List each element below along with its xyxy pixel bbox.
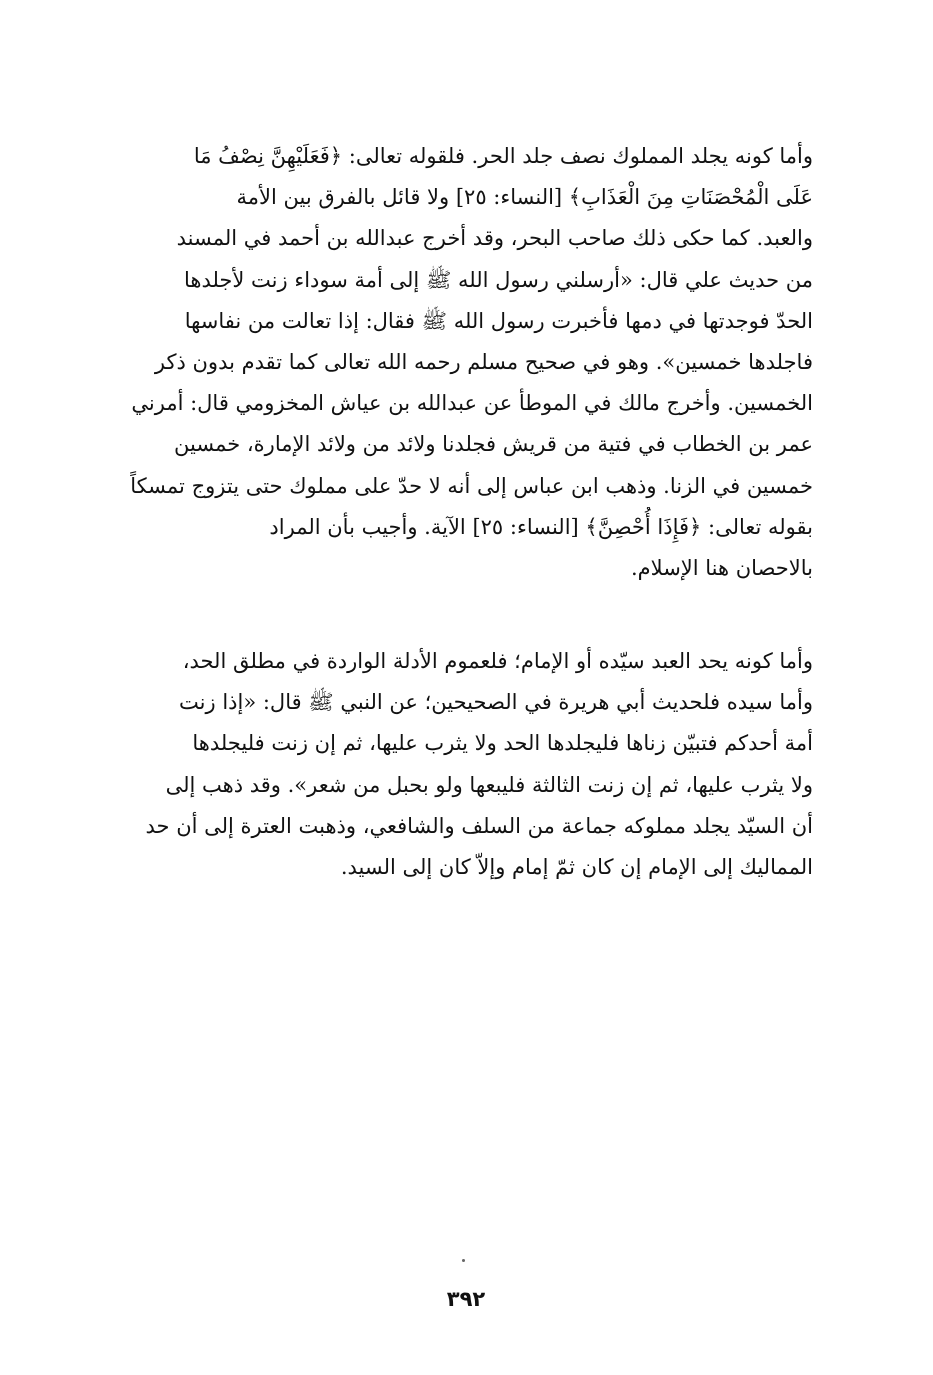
text-line: وأما كونه يحد العبد سيّده أو الإمام؛ فلعموم الأدلة الواردة في مطلق الحد، <box>182 649 813 673</box>
text-line: أمة أحدكم فتبيّن زناها فليجلدها الحد ولا يثرب عليها، ثم إن زنت فليجلدها <box>192 731 813 756</box>
text-line: من حديث علي قال: «أرسلني رسول الله ﷺ إلى أمة سوداء زنت لأجلدها <box>183 267 813 292</box>
text-line: بالاحصان هنا الإسلام. <box>630 556 813 581</box>
text-line: عَلَى الْمُحْصَنَاتِ مِنَ الْعَذَابِ﴾ [النساء: ٢٥] ولا قائل بالفرق بين الأمة <box>236 185 813 210</box>
text-line: وأما سيده فلحديث أبي هريرة في الصحيحين؛ عن النبي ﷺ قال: «إذا زنت <box>179 690 813 715</box>
text-line: المماليك إلى الإمام إن كان ثمّ إمام وإلاّ كان إلى السيد. <box>340 855 813 880</box>
text-line: فاجلدها خمسين». وهو في صحيح مسلم رحمه الله تعالى كما تقدم بدون ذكر <box>154 350 813 375</box>
text-line: ولا يثرب عليها، ثم إن زنت الثالثة فليبعها ولو بحبل من شعر». وقد ذهب إلى <box>165 772 813 797</box>
text-line: أن السيّد يجلد مملوكه جماعة من السلف والشافعي، وذهبت العترة إلى أن حد <box>145 813 813 838</box>
scan-speck <box>462 1259 465 1262</box>
text-line: وأما كونه يجلد المملوك نصف جلد الحر. فلقوله تعالى: ﴿فَعَلَيْهِنَّ نِصْفُ مَا <box>193 144 813 168</box>
paragraph-1 <box>118 136 813 589</box>
text-line: خمسين في الزنا. وذهب ابن عباس إلى أنه لا حدّ على مملوك حتى يتزوج تمسكاً <box>130 473 813 498</box>
paragraph-2 <box>118 641 813 888</box>
page-number: ٣٩٢ <box>446 1287 486 1311</box>
text-line: والعبد. كما حكى ذلك صاحب البحر، وقد أخرج عبدالله بن أحمد في المسند <box>176 226 813 251</box>
text-line: عمر بن الخطاب في فتية من قريش فجلدنا ولائد من ولائد الإمارة، خمسين <box>174 432 813 457</box>
text-line: بقوله تعالى: ﴿فَإِذَا أُحْصِنَّ﴾ [النساء: ٢٥] الآية. وأجيب بأن المراد <box>269 514 813 539</box>
text-line: الحدّ فوجدتها في دمها فأخبرت رسول الله ﷺ فقال: إذا تعالت من نفاسها <box>184 308 813 333</box>
text-line: الخمسين. وأخرج مالك في الموطأ عن عبدالله بن عياش المخزومي قال: أمرني <box>131 391 813 416</box>
